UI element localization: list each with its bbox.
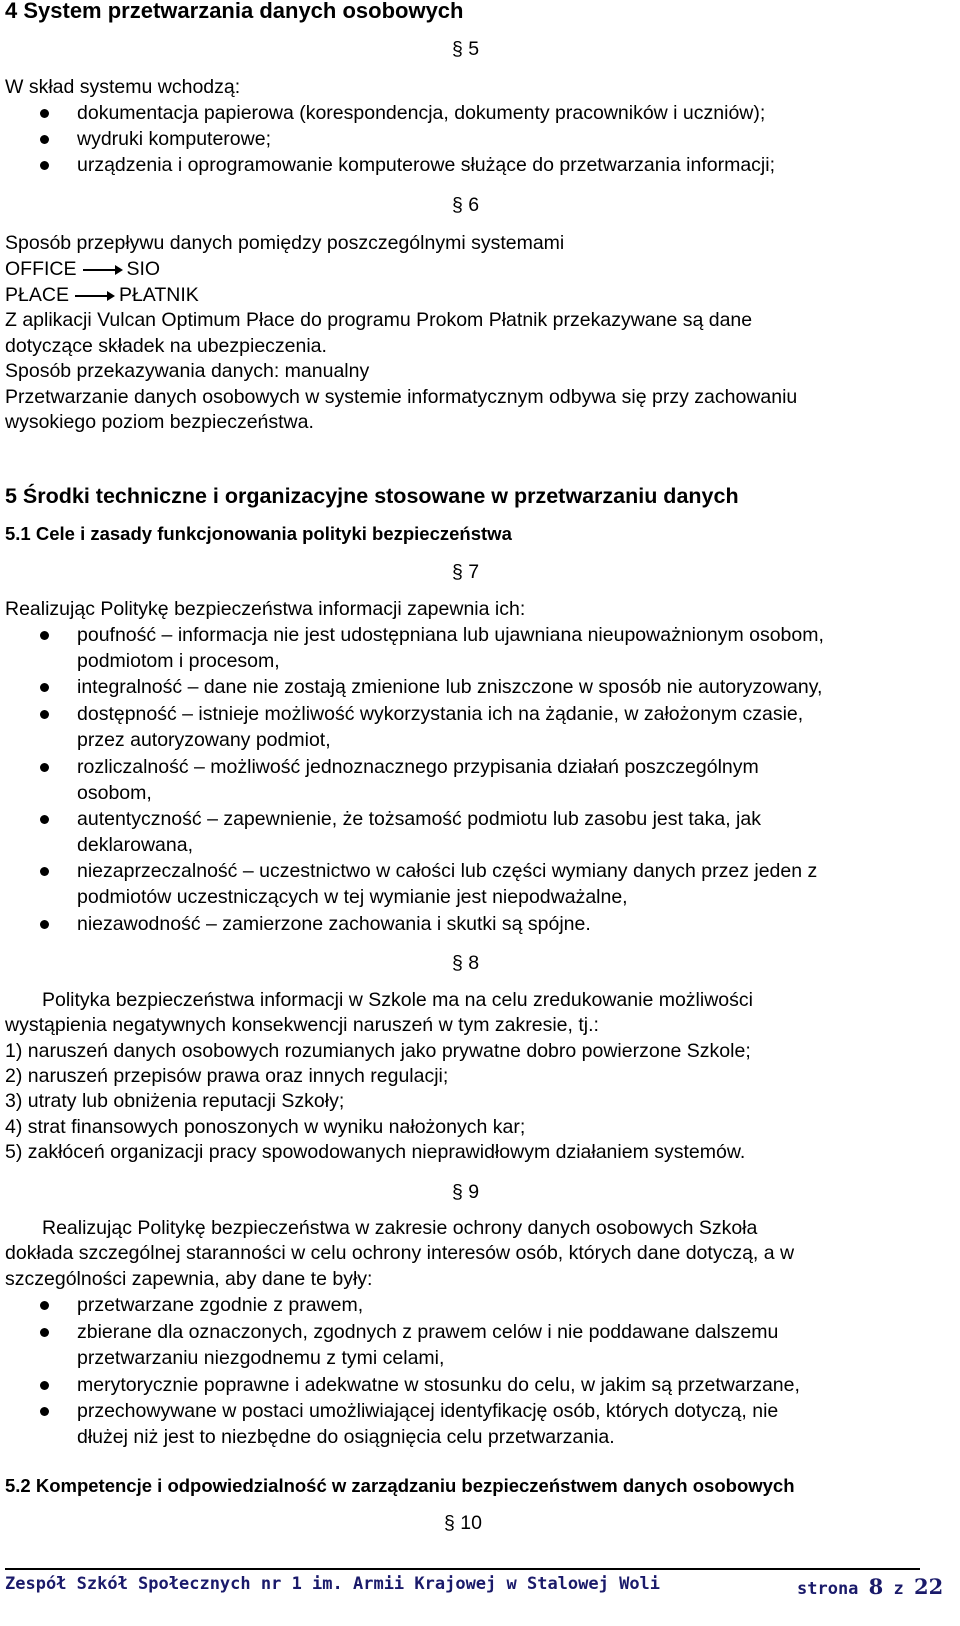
text-line: Realizując Politykę bezpieczeństwa w zakresie ochrony danych osobowych Szkoła: [42, 1217, 758, 1239]
list-item: merytorycznie poprawne i adekwatne w stosunku do celu, w jakim są przetwarzane,: [77, 1374, 800, 1396]
numbered-item: 2) naruszeń przepisów prawa oraz innych regulacji;: [5, 1065, 449, 1087]
bullet: [40, 1301, 49, 1310]
list-item: wydruki komputerowe;: [77, 128, 271, 150]
list-item-cont: przetwarzaniu niezgodnemu z tymi celami,: [77, 1347, 445, 1369]
text-line: szczególności zapewnia, aby dane te były:: [5, 1268, 373, 1290]
paragraph-10-marker: § 10: [444, 1512, 482, 1534]
section-4-heading: 4 System przetwarzania danych osobowych: [5, 0, 464, 23]
section-5-heading: 5 Środki techniczne i organizacyjne stosowane w przetwarzaniu danych: [5, 484, 739, 508]
footer-divider: [5, 1568, 920, 1570]
footer-page-counter: strona 8 z 22: [797, 1574, 944, 1599]
bullet: [40, 631, 49, 640]
list-item: niezaprzeczalność – uczestnictwo w całości lub części wymiany danych przez jeden z: [77, 860, 818, 882]
policy-intro: Realizując Politykę bezpieczeństwa informacji zapewnia ich:: [5, 598, 526, 620]
list-item-cont: podmiotom i procesom,: [77, 650, 280, 672]
list-item: zbierane dla oznaczonych, zgodnych z prawem celów i nie poddawane dalszemu: [77, 1321, 779, 1343]
bullet: [40, 683, 49, 692]
numbered-item: 4) strat finansowych ponoszonych w wyniku nałożonych kar;: [5, 1116, 526, 1138]
text-line: Przetwarzanie danych osobowych w systemie informatycznym odbywa się przy zachowaniu: [5, 386, 798, 408]
bullet: [40, 1381, 49, 1390]
arrow-right-icon: [75, 295, 113, 297]
bullet: [40, 135, 49, 144]
system-intro: W skład systemu wchodzą:: [5, 76, 241, 98]
bullet: [40, 815, 49, 824]
flow-place-platnik: PŁACE PŁATNIK: [5, 284, 199, 306]
bullet: [40, 867, 49, 876]
list-item-cont: dłużej niż jest to niezbędne do osiągnięcia celu przetwarzania.: [77, 1426, 615, 1448]
numbered-item: 5) zakłóceń organizacji pracy spowodowanych nieprawidłowym działaniem systemów.: [5, 1141, 746, 1163]
text-line: Z aplikacji Vulcan Optimum Płace do programu Prokom Płatnik przekazywane są dane: [5, 309, 753, 331]
bullet: [40, 109, 49, 118]
list-item-cont: podmiotów uczestniczących w tej wymianie jest niepodważalne,: [77, 886, 628, 908]
bullet: [40, 161, 49, 170]
list-item: dokumentacja papierowa (korespondencja, dokumenty pracowników i uczniów);: [77, 102, 766, 124]
paragraph-6-marker: § 6: [452, 194, 480, 216]
list-item: autentyczność – zapewnienie, że tożsamość podmiotu lub zasobu jest taka, jak: [77, 808, 761, 830]
list-item: przechowywane w postaci umożliwiającej identyfikację osób, których dotyczą, nie: [77, 1400, 779, 1422]
paragraph-7-marker: § 7: [452, 561, 480, 583]
bullet: [40, 710, 49, 719]
flow-office-sio: OFFICE SIO: [5, 258, 161, 280]
text-line: Polityka bezpieczeństwa informacji w Szkole ma na celu zredukowanie możliwości: [42, 989, 753, 1011]
list-item: integralność – dane nie zostają zmienione lub zniszczone w sposób nie autoryzowany,: [77, 676, 823, 698]
bullet: [40, 763, 49, 772]
list-item: dostępność – istnieje możliwość wykorzystania ich na żądanie, w założonym czasie,: [77, 703, 804, 725]
list-item-cont: deklarowana,: [77, 834, 193, 856]
numbered-item: 1) naruszeń danych osobowych rozumianych jako prywatne dobro powierzone Szkole;: [5, 1040, 751, 1062]
text-line: dotyczące składek na ubezpieczenia.: [5, 335, 327, 357]
list-item: urządzenia i oprogramowanie komputerowe służące do przetwarzania informacji;: [77, 154, 776, 176]
list-item: niezawodność – zamierzone zachowania i skutki są spójne.: [77, 913, 591, 935]
list-item: przetwarzane zgodnie z prawem,: [77, 1294, 364, 1316]
list-item: poufność – informacja nie jest udostępniana lub ujawniana nieupoważnionym osobom,: [77, 624, 824, 646]
bullet: [40, 1407, 49, 1416]
list-item: rozliczalność – możliwość jednoznacznego przypisania działań poszczególnym: [77, 756, 759, 778]
footer-school-name: Zespół Szkół Społecznych nr 1 im. Armii Krajowej w Stalowej Woli: [5, 1574, 661, 1594]
subsection-5-1-heading: 5.1 Cele i zasady funkcjonowania polityki bezpieczeństwa: [5, 523, 512, 544]
bullet: [40, 920, 49, 929]
flow-title: Sposób przepływu danych pomiędzy poszczególnymi systemami: [5, 232, 565, 254]
paragraph-9-marker: § 9: [452, 1181, 480, 1203]
text-line: wysokiego poziom bezpieczeństwa.: [5, 411, 314, 433]
numbered-item: 3) utraty lub obniżenia reputacji Szkoły;: [5, 1090, 345, 1112]
subsection-5-2-heading: 5.2 Kompetencje i odpowiedzialność w zarządzaniu bezpieczeństwem danych osobowych: [5, 1475, 795, 1496]
list-item-cont: osobom,: [77, 782, 152, 804]
text-line: dokłada szczególnej staranności w celu ochrony interesów osób, których dane dotyczą, a w: [5, 1242, 795, 1264]
arrow-right-icon: [83, 269, 121, 271]
bullet: [40, 1328, 49, 1337]
text-line: Sposób przekazywania danych: manualny: [5, 360, 370, 382]
list-item-cont: przez autoryzowany podmiot,: [77, 729, 331, 751]
text-line: wystąpienia negatywnych konsekwencji naruszeń w tym zakresie, tj.:: [5, 1014, 599, 1036]
paragraph-5-marker: § 5: [452, 38, 480, 60]
paragraph-8-marker: § 8: [452, 952, 480, 974]
